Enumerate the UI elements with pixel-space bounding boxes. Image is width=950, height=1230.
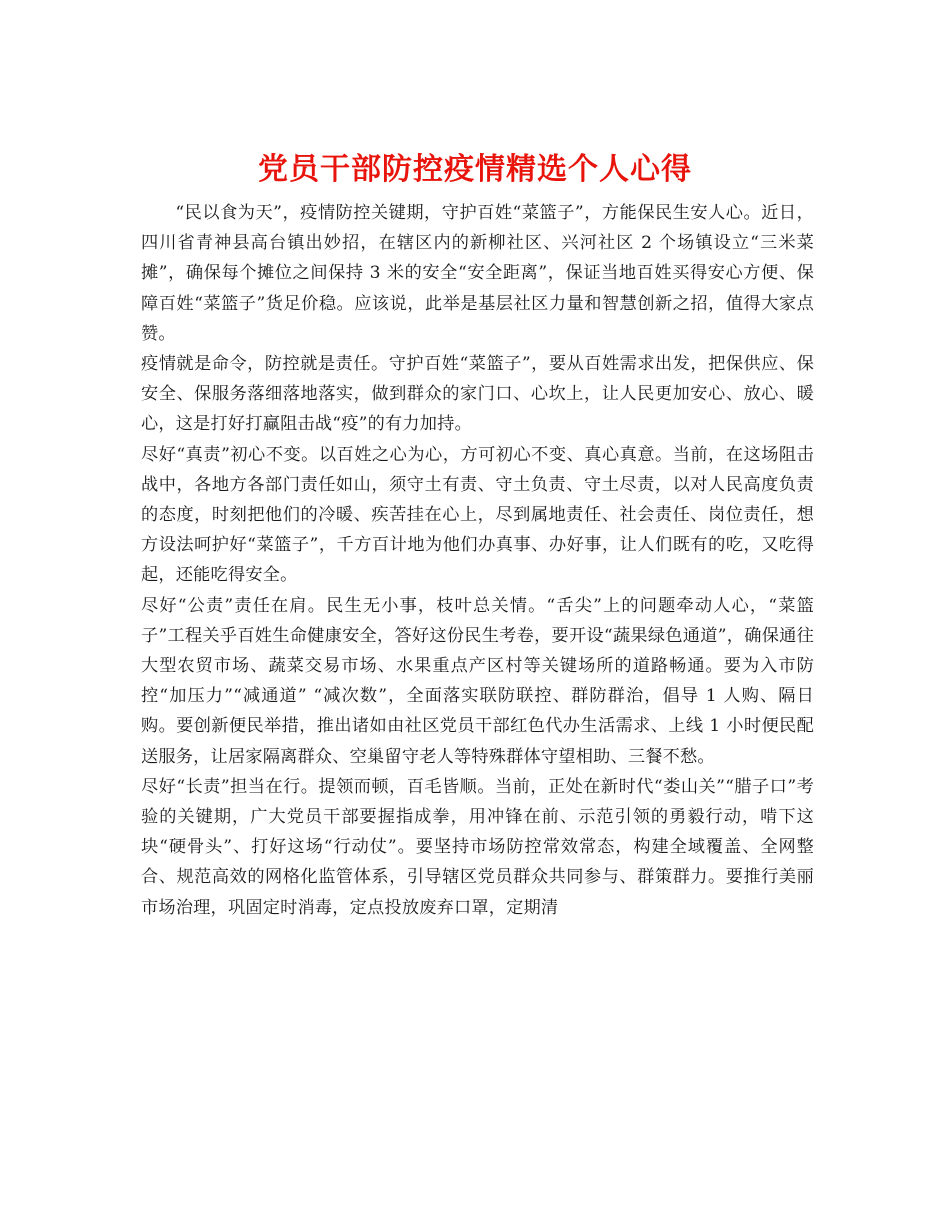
paragraph-public-duty: 尽好“公责”责任在肩。民生无小事，枝叶总关情。“舌尖”上的问题牵动人心，“菜篮子”工程关乎百姓生命健康安全，答好这份民生考卷，要开设“蔬果绿色通道”，确保通往大型农贸市场、蔬菜交易市场、水果重点产区村等关键场所的道路畅通。要为入市防控“加压力”“减通道” “减次数”，全面落实联防联控、群防群治，倡导 1 人购、隔日购。要创新便民举措，推出诸如由社区党员干部红色代办生活需求、上线 1 小时便民配送服务，让居家隔离群众、空巢留守老人等特殊群体守望相助、三餐不愁。 [141, 595, 814, 767]
paragraph-true-duty: 尽好“真责”初心不变。以百姓之心为心，方可初心不变、真心真意。当前，在这场阻击战中，各地方各部门责任如山，须守土有责、守土负责、守土尽责，以对人民高度负责的态度，时刻把他们的冷暖、疾苦挂在心上，尽到属地责任、社会责任、岗位责任，想方设法呵护好“菜篮子”，千方百计地为他们办真事、办好事，让人们既有的吃，又吃得起，还能吃得安全。 [141, 444, 814, 586]
document-title: 党员干部防控疫情精选个人心得 [258, 152, 692, 188]
document-body [141, 198, 814, 923]
paragraph-long-duty: 尽好“长责”担当在行。提领而顿，百毛皆顺。当前，正处在新时代“娄山关”“腊子口”考验的关键期，广大党员干部要握指成拳，用冲锋在前、示范引领的勇毅行动，啃下这块“硬骨头”、打好这场“行动仗”。要坚持市场防控常效常态，构建全域覆盖、全网整合、规范高效的网格化监管体系，引导辖区党员群众共同参与、群策群力。要推行美丽市场治理，巩固定时消毒，定点投放废弃口罩，定期清 [141, 776, 814, 918]
paragraph-intro: “民以食为天”，疫情防控关键期，守护百姓“菜篮子”，方能保民生安人心。近日，四川省青神县高台镇出妙招，在辖区内的新柳社区、兴河社区 2 个场镇设立“三米菜摊”，确保每个摊位之间保持 3 米的安全“安全距离”，保证当地百姓买得安心方便、保障百姓“菜篮子”货足价稳。应该说，此举是基层社区力量和智慧创新之招，值得大家点赞。 [141, 203, 814, 344]
paragraph-responsibility: 疫情就是命令，防控就是责任。守护百姓“菜篮子”，要从百姓需求出发，把保供应、保安全、保服务落细落地落实，做到群众的家门口、心坎上，让人民更加安心、放心、暖心，这是打好打赢阻击战“疫”的有力加持。 [141, 354, 814, 435]
